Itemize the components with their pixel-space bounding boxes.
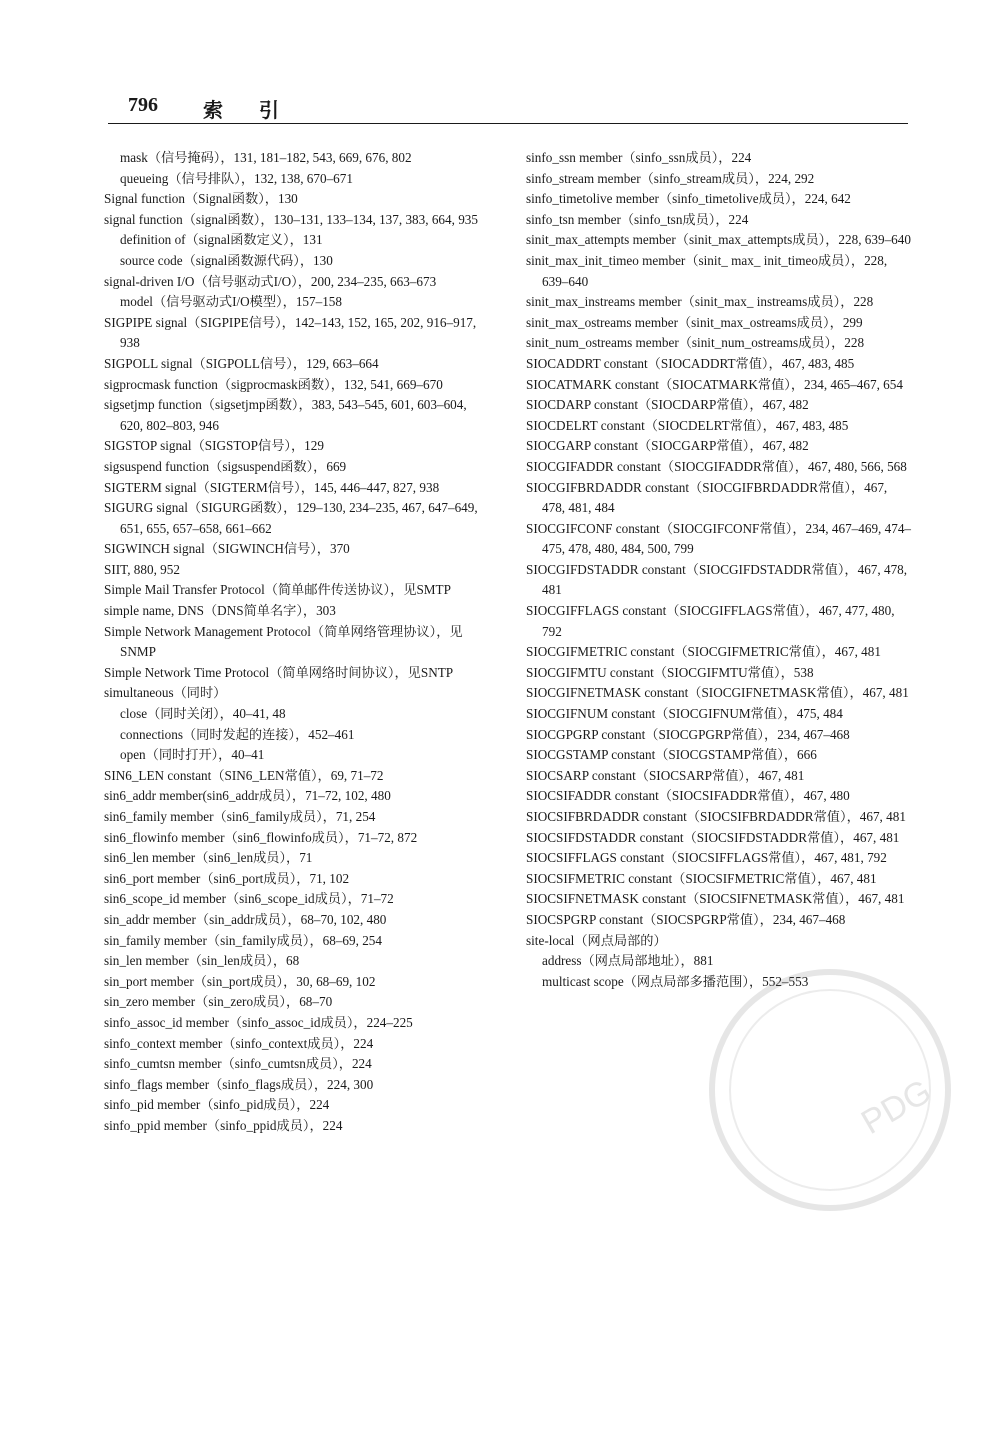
index-entry: SIOCGSTAMP constant（SIOCGSTAMP常值），666 <box>526 747 817 763</box>
index-subentry: queueing（信号排队），132, 138, 670–671 <box>120 170 353 186</box>
index-entry: SIOCGIFNUM constant（SIOCGIFNUM常值），475, 484 <box>526 706 843 722</box>
index-entry: sinfo_context member（sinfo_context成员），224 <box>104 1035 374 1051</box>
header-rule <box>108 123 908 124</box>
index-entry: SIOCADDRT constant（SIOCADDRT常值），467, 483, 485 <box>526 355 855 371</box>
index-entry: sin6_addr member(sin6_addr成员），71–72, 102, 480 <box>104 788 391 804</box>
index-entry: simultaneous（同时） <box>104 685 227 701</box>
index-entry: Simple Network Time Protocol（简单网络时间协议），见SNTP <box>104 664 454 680</box>
index-entry: sinfo_cumtsn member（sinfo_cumtsn成员），224 <box>104 1056 372 1072</box>
index-entry: sin6_family member（sin6_family成员），71, 254 <box>104 809 376 824</box>
index-entry: sinfo_stream member（sinfo_stream成员），224, 292 <box>526 170 815 186</box>
index-entry: sinit_max_init_timeo member（sinit_ max_ init_timeo成员），228, 639–640 <box>526 252 888 289</box>
index-entry: sigprocmask function（sigprocmask函数），132, 541, 669–670 <box>104 376 443 392</box>
index-entry: sinfo_flags member（sinfo_flags成员），224, 300 <box>104 1076 374 1092</box>
index-entry: SIOCSARP constant（SIOCSARP常值），467, 481 <box>526 767 805 783</box>
index-entry: SIOCSIFBRDADDR constant（SIOCSIFBRDADDR常值），467, 481 <box>526 809 906 824</box>
index-entry: SIN6_LEN constant（SIN6_LEN常值），69, 71–72 <box>104 767 384 783</box>
index-entry: sinit_max_instreams member（sinit_max_ instreams成员），228 <box>526 294 874 310</box>
index-subentry: close（同时关闭），40–41, 48 <box>120 706 286 722</box>
index-entry: SIOCATMARK constant（SIOCATMARK常值），234, 465–467, 654 <box>526 376 903 392</box>
index-entry: SIOCDARP constant（SIOCDARP常值），467, 482 <box>526 397 809 413</box>
index-entry: Simple Network Management Protocol（简单网络管理协议），见SNMP <box>104 623 463 660</box>
index-column-right <box>526 148 912 992</box>
index-entry: SIOCGIFDSTADDR constant（SIOCGIFDSTADDR常值），467, 478, 481 <box>526 561 908 598</box>
index-entry: sinit_max_attempts member（sinit_max_attempts成员），228, 639–640 <box>526 232 911 248</box>
index-entry: signal-driven I/O（信号驱动式I/O），200, 234–235, 663–673 <box>104 273 437 289</box>
index-entry: SIOCGIFFLAGS constant（SIOCGIFFLAGS常值），467, 477, 480, 792 <box>526 603 895 639</box>
index-entry: SIOCSIFDSTADDR constant（SIOCSIFDSTADDR常值），467, 481 <box>526 829 900 845</box>
index-entry: signal function（signal函数），130–131, 133–134, 137, 383, 664, 935 <box>104 211 478 227</box>
index-entry: SIOCGARP constant（SIOCGARP常值），467, 482 <box>526 438 809 454</box>
index-subentry: address（网点局部地址），881 <box>542 953 714 969</box>
index-entry: sin_addr member（sin_addr成员），68–70, 102, 480 <box>104 911 387 927</box>
index-subentry: model（信号驱动式I/O模型），157–158 <box>120 294 342 310</box>
index-subentry: definition of（signal函数定义），131 <box>120 232 323 248</box>
index-entry: Signal function（Signal函数），130 <box>104 191 298 207</box>
index-entry: sinit_max_ostreams member（sinit_max_ostreams成员），299 <box>526 314 863 330</box>
index-entry: SIOCGIFNETMASK constant（SIOCGIFNETMASK常值），467, 481 <box>526 685 909 701</box>
index-entry: SIGPOLL signal（SIGPOLL信号），129, 663–664 <box>104 355 379 371</box>
index-entry: sin6_scope_id member（sin6_scope_id成员），71–72 <box>104 891 394 907</box>
index-entry: SIGSTOP signal（SIGSTOP信号），129 <box>104 438 324 454</box>
index-subentry: connections（同时发起的连接），452–461 <box>120 726 355 742</box>
index-entry: sinfo_ssn member（sinfo_ssn成员），224 <box>526 150 752 165</box>
index-entry: SIOCGIFBRDADDR constant（SIOCGIFBRDADDR常值），467, 478, 481, 484 <box>526 479 888 516</box>
index-entry: sin6_len member（sin6_len成员），71 <box>104 850 313 866</box>
index-entry: SIOCGIFADDR constant（SIOCGIFADDR常值），467, 480, 566, 568 <box>526 458 907 474</box>
index-entry: sinit_num_ostreams member（sinit_num_ostreams成员），228 <box>526 335 865 351</box>
index-subentry: source code（signal函数源代码），130 <box>120 252 333 268</box>
index-entry: sinfo_assoc_id member（sinfo_assoc_id成员），224–225 <box>104 1014 413 1030</box>
index-entry: sigsetjmp function（sigsetjmp函数），383, 543–545, 601, 603–604, 620, 802–803, 946 <box>104 397 467 433</box>
index-entry: SIOCSIFMETRIC constant（SIOCSIFMETRIC常值），467, 481 <box>526 870 877 886</box>
index-column-left <box>104 148 490 1137</box>
index-subentry: mask（信号掩码），131, 181–182, 543, 669, 676, 802 <box>120 150 412 165</box>
index-entry: sin_family member（sin_family成员），68–69, 254 <box>104 932 382 948</box>
index-entry: SIOCGIFMTU constant（SIOCGIFMTU常值），538 <box>526 664 814 680</box>
index-entry: SIOCSPGRP constant（SIOCSPGRP常值），234, 467–468 <box>526 911 846 927</box>
index-entry: SIOCGIFMETRIC constant（SIOCGIFMETRIC常值），467, 481 <box>526 644 881 660</box>
index-entry: SIOCSIFADDR constant（SIOCSIFADDR常值），467, 480 <box>526 788 850 804</box>
index-entry: sigsuspend function（sigsuspend函数），669 <box>104 458 347 474</box>
index-entry: SIOCDELRT constant（SIOCDELRT常值），467, 483, 485 <box>526 417 849 433</box>
index-entry: SIOCSIFFLAGS constant（SIOCSIFFLAGS常值），467, 481, 792 <box>526 850 887 866</box>
index-entry: sin_len member（sin_len成员），68 <box>104 953 300 969</box>
index-entry: sin_zero member（sin_zero成员），68–70 <box>104 994 333 1010</box>
index-entry: sinfo_timetolive member（sinfo_timetolive成员），224, 642 <box>526 191 851 207</box>
index-entry: sin_port member（sin_port成员），30, 68–69, 102 <box>104 973 376 989</box>
index-entry: site-local（网点局部的） <box>526 932 667 948</box>
page-header <box>108 90 908 124</box>
index-entry: Simple Mail Transfer Protocol（简单邮件传送协议），见SMTP <box>104 582 451 598</box>
page-number: 796 <box>128 94 158 116</box>
watermark-text: PDG <box>855 1072 938 1142</box>
page-title: 索引 <box>203 100 315 122</box>
index-entry: sinfo_pid member（sinfo_pid成员），224 <box>104 1097 330 1113</box>
index-entry: sin6_port member（sin6_port成员），71, 102 <box>104 870 350 886</box>
index-subentry: open（同时打开），40–41 <box>120 747 265 763</box>
watermark-seal <box>700 960 960 1220</box>
index-entry: SIGWINCH signal（SIGWINCH信号），370 <box>104 541 350 557</box>
index-entry: SIOCSIFNETMASK constant（SIOCSIFNETMASK常值），467, 481 <box>526 891 905 907</box>
index-entry: sinfo_tsn member（sinfo_tsn成员），224 <box>526 211 749 227</box>
index-entry: SIGTERM signal（SIGTERM信号），145, 446–447, 827, 938 <box>104 479 440 495</box>
index-entry: simple name, DNS（DNS简单名字），303 <box>104 603 336 619</box>
index-entry: sinfo_ppid member（sinfo_ppid成员），224 <box>104 1117 343 1133</box>
index-entry: sin6_flowinfo member（sin6_flowinfo成员），71–72, 872 <box>104 829 418 845</box>
index-entry: SIGPIPE signal（SIGPIPE信号），142–143, 152, 165, 202, 916–917, 938 <box>104 314 477 351</box>
index-entry: SIGURG signal（SIGURG函数），129–130, 234–235, 467, 647–649, 651, 655, 657–658, 661–662 <box>104 500 478 536</box>
index-entry: SIIT, 880, 952 <box>104 561 180 577</box>
index-entry: SIOCGIFCONF constant（SIOCGIFCONF常值），234, 467–469, 474–475, 478, 480, 484, 500, 799 <box>526 520 912 557</box>
index-subentry: multicast scope（网点局部多播范围），552–553 <box>542 973 809 989</box>
index-entry: SIOCGPGRP constant（SIOCGPGRP常值），234, 467–468 <box>526 726 850 742</box>
